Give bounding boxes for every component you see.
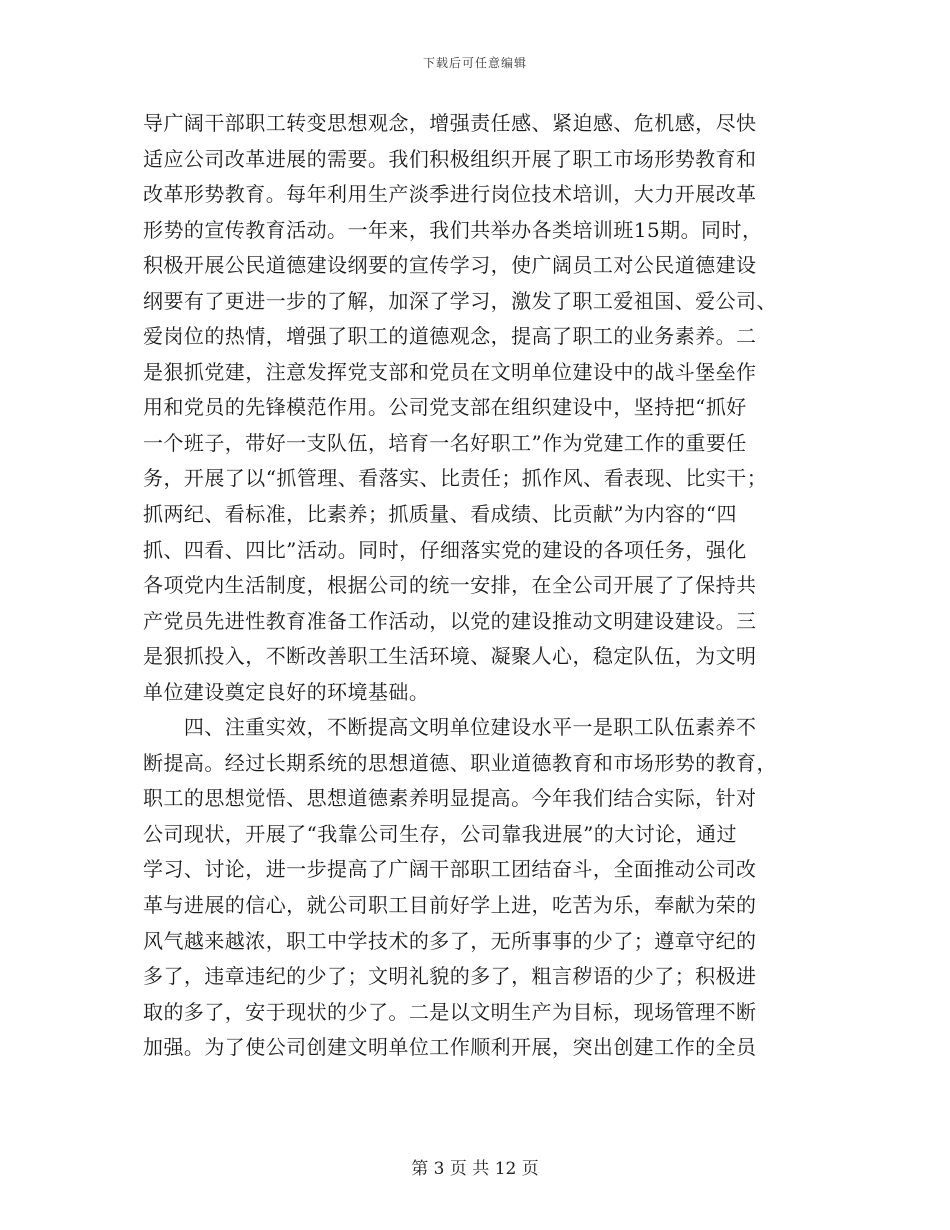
page-header: 下载后可任意编辑 (422, 56, 527, 70)
text-line: 风气越来越浓，职工中学技术的多了，无所事事的少了；遵章守纪的 (143, 928, 757, 953)
text-line: 抓两纪、看标准，比素养；抓质量、看成绩、比贡献”为内容的“四 (143, 502, 737, 527)
text-line: 纲要有了更进一步的了解，加深了学习，激发了职工爱祖国、爱公司、 (143, 288, 777, 313)
text-line: 抓、四看、四比”活动。同时，仔细落实党的建设的各项任务，强化 (143, 537, 747, 562)
text-line: 务，开展了以“抓管理、看落实、比责任；抓作风、看表现、比实干； (143, 466, 768, 491)
paragraph-start-line: 四、注重实效，不断提高文明单位建设水平一是职工队伍素养不 (143, 715, 757, 740)
text-line: 断提高。经过长期系统的思想道德、职业道德教育和市场形势的教育， (143, 750, 777, 775)
text-line: 导广阔干部职工转变思想观念，增强责任感、紧迫感、危机感，尽快 (143, 111, 757, 135)
text-line: 一个班子，带好一支队伍，培育一名好职工”作为党建工作的重要任 (143, 430, 747, 455)
document-body (143, 106, 807, 1066)
page-number: 第 3 页 共 12 页 (411, 1159, 539, 1179)
text-line: 改革形势教育。每年利用生产淡季进行岗位技术培训，大力开展改革 (143, 182, 757, 207)
text-line: 形势的宣传教育活动。一年来，我们共举办各类培训班15期。同时， (143, 217, 763, 242)
text-line: 用和党员的先锋模范作用。公司党支部在组织建设中，坚持把“抓好 (143, 395, 747, 420)
text-line: 产党员先进性教育准备工作活动，以党的建设推动文明建设建设。三 (143, 608, 757, 633)
text-line: 各项党内生活制度，根据公司的统一安排，在全公司开展了了保持共 (143, 573, 757, 598)
text-line: 单位建设奠定良好的环境基础。 (143, 679, 430, 704)
text-line: 爱岗位的热情，增强了职工的道德观念，提高了职工的业务素养。二 (143, 324, 757, 349)
text-line: 加强。为了使公司创建文明单位工作顺利开展，突出创建工作的全员 (143, 1035, 757, 1060)
text-line: 是狠抓党建，注意发挥党支部和党员在文明单位建设中的战斗堡垒作 (143, 359, 757, 384)
text-line: 多了，违章违纪的少了；文明礼貌的多了，粗言秽语的少了；积极进 (143, 964, 757, 989)
text-line: 公司现状，开展了“我靠公司生存，公司靠我进展”的大讨论，通过 (143, 821, 737, 846)
text-line: 适应公司改革进展的需要。我们积极组织开展了职工市场形势教育和 (143, 146, 757, 171)
text-line: 学习、讨论，进一步提高了广阔干部职工团结奋斗，全面推动公司改 (143, 857, 757, 882)
text-line: 取的多了，安于现状的少了。二是以文明生产为目标，现场管理不断 (143, 999, 757, 1024)
text-line: 革与进展的信心，就公司职工目前好学上进，吃苦为乐，奉献为荣的 (143, 893, 757, 918)
text-line: 职工的思想觉悟、思想道德素养明显提高。今年我们结合实际，针对 (143, 786, 757, 811)
text-line: 是狠抓投入，不断改善职工生活环境、凝聚人心，稳定队伍，为文明 (143, 644, 757, 669)
text-line: 积极开展公民道德建设纲要的宣传学习，使广阔员工对公民道德建设 (143, 253, 757, 278)
